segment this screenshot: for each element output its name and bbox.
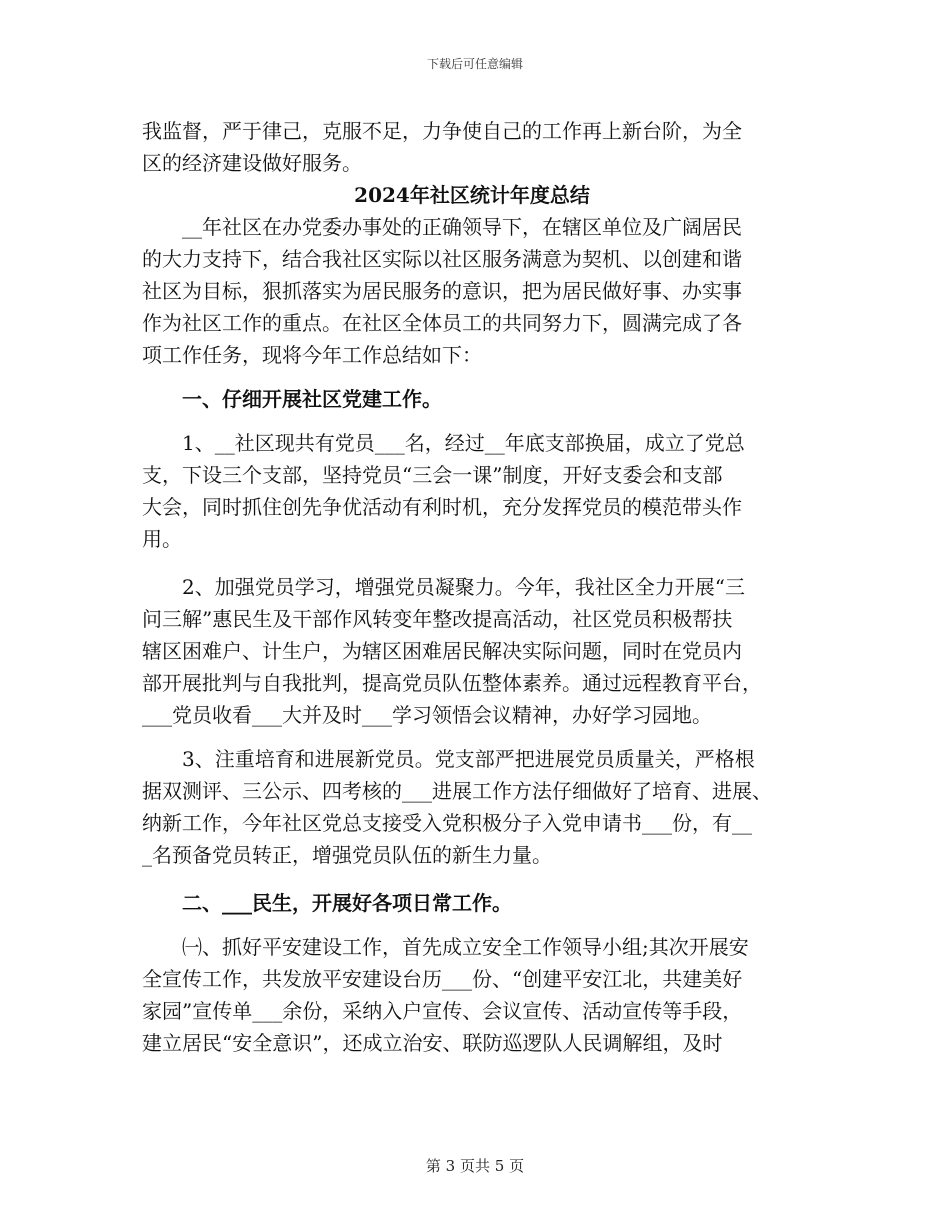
paragraph-line: 辖区困难户、计生户，为辖区困难居民解决实际问题，同时在党员内 — [142, 639, 742, 663]
paragraph-line: 我监督，严于律己，克服不足，力争使自己的工作再上新台阶，为全 — [142, 119, 742, 143]
section-heading: 一、仔细开展社区党建工作。 — [182, 387, 442, 411]
paragraph-line: 纳新工作，今年社区党总支接受入党积极分子入党申请书___份，有__ — [142, 811, 752, 835]
paragraph-line: _名预备党员转正，增强党员队伍的新生力量。 — [142, 843, 552, 867]
paragraph-line: 用。 — [142, 527, 182, 551]
paragraph-line: 家园”宣传单___余份，采纳入户宣传、会议宣传、活动宣传等手段， — [142, 999, 743, 1023]
paragraph-line: ㈠、抓好平安建设工作，首先成立安全工作领导小组;其次开展安 — [182, 935, 749, 959]
paragraph-line: 全宣传工作，共发放平安建设台历___份、“创建平安江北，共建美好 — [142, 967, 743, 991]
paragraph-line: 区的经济建设做好服务。 — [142, 151, 362, 175]
page-footer: 第 3 页共 5 页 — [425, 1157, 525, 1175]
document-body — [142, 115, 802, 1059]
paragraph-line: ___党员收看___大并及时___学习领悟会议精神，办好学习园地。 — [142, 703, 712, 727]
paragraph-line: 据双测评、三公示、四考核的___进展工作方法仔细做好了培育、进展、 — [142, 779, 772, 803]
page-header: 下载后可任意编辑 — [426, 57, 523, 71]
paragraph-line: 项工作任务，现将今年工作总结如下： — [142, 343, 482, 367]
section-heading: 二、___民生，开展好各项日常工作。 — [182, 891, 512, 915]
paragraph-line: 社区为目标，狠抓落实为居民服务的意识，把为居民做好事、办实事 — [142, 279, 742, 303]
paragraph-line: 2、加强党员学习，增强党员凝聚力。今年，我社区全力开展“三 — [182, 575, 745, 599]
paragraph-line: 问三解”惠民生及干部作风转变年整改提高活动，社区党员积极帮扶 — [142, 607, 733, 631]
paragraph-line: 3、注重培育和进展新党员。党支部严把进展党员质量关，严格根 — [182, 747, 755, 771]
paragraph-line: 的大力支持下，结合我社区实际以社区服务满意为契机、以创建和谐 — [142, 247, 742, 271]
paragraph-line: 部开展批判与自我批判，提高党员队伍整体素养。通过远程教育平台， — [142, 671, 762, 695]
document-title: 2024年社区统计年度总结 — [354, 183, 590, 207]
paragraph-line: __年社区在办党委办事处的正确领导下，在辖区单位及广阔居民 — [182, 215, 742, 239]
paragraph-line: 作为社区工作的重点。在社区全体员工的共同努力下，圆满完成了各 — [142, 311, 742, 335]
paragraph-line: 大会，同时抓住创先争优活动有利时机，充分发挥党员的模范带头作 — [142, 495, 742, 519]
paragraph-line: 支，下设三个支部，坚持党员“三会一课”制度，开好支委会和支部 — [142, 463, 723, 487]
paragraph-line: 1、__社区现共有党员___名，经过__年底支部换届，成立了党总 — [182, 431, 745, 455]
paragraph-line: 建立居民“安全意识”，还成立治安、联防巡逻队人民调解组，及时 — [142, 1031, 723, 1055]
